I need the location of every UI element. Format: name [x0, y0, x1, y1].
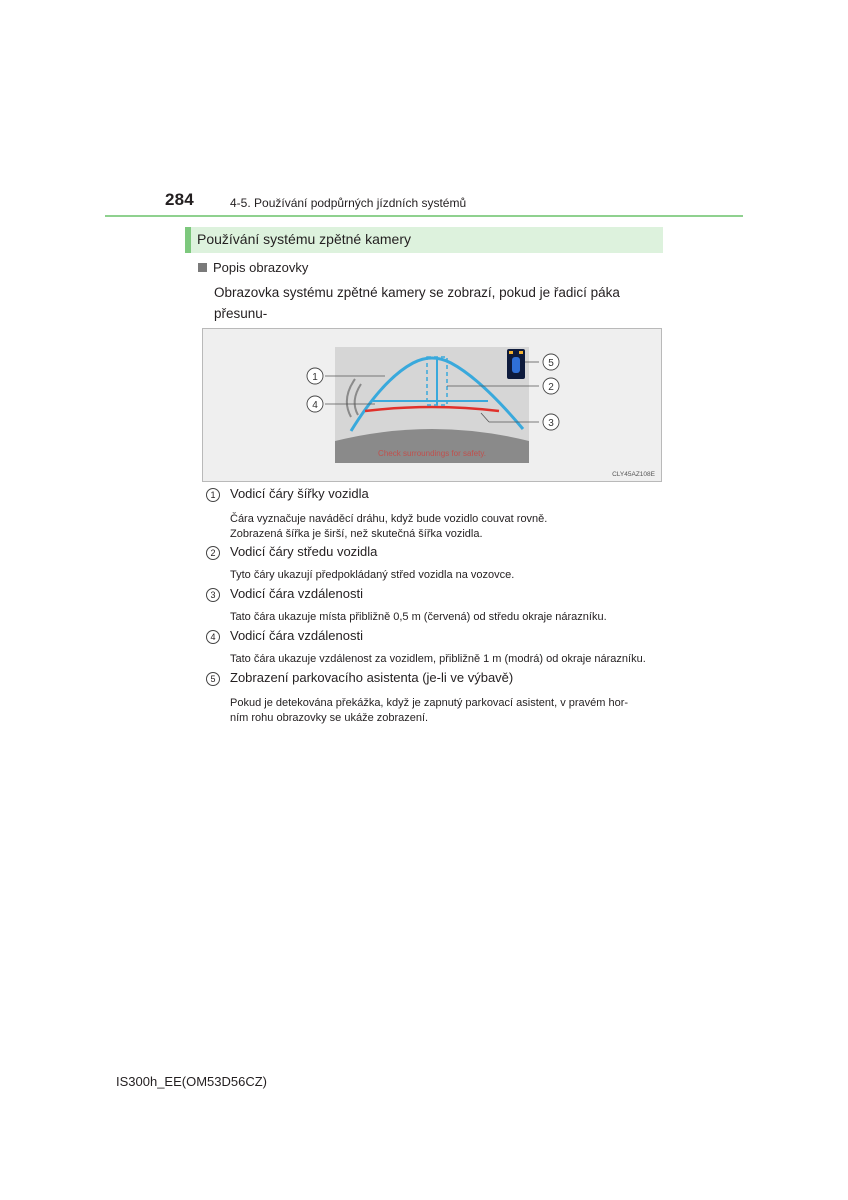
item-label: Vodicí čáry šířky vozidla	[230, 486, 369, 501]
screen-message: Check surroundings for safety.	[378, 449, 486, 458]
section-title: Používání systému zpětné kamery	[197, 231, 411, 247]
parking-assist-sensor-left	[509, 351, 513, 354]
subsection-title: Popis obrazovky	[213, 260, 309, 275]
item-label: Zobrazení parkovacího asistenta (je-li ve výbavě)	[230, 670, 514, 685]
item-label: Vodicí čára vzdálenosti	[230, 628, 363, 643]
item-description-line: Zobrazená šířka je širší, než skutečná šířka vozidla.	[230, 528, 483, 540]
parking-assist-sensor-right	[519, 351, 523, 354]
chapter-header: 4-5. Používání podpůrných jízdních systémů	[230, 196, 467, 210]
callout-1-label: 1	[312, 372, 318, 383]
item-description-line: Tato čára ukazuje místa přibližně 0,5 m (červená) od středu okraje nárazníku.	[230, 611, 607, 623]
item-description	[230, 652, 662, 667]
item-number-icon: 3	[206, 588, 220, 602]
item-number-icon: 4	[206, 630, 220, 644]
callout-4-label: 4	[312, 400, 318, 411]
footer-model-code: IS300h_EE(OM53D56CZ)	[116, 1074, 268, 1089]
item-label: Vodicí čáry středu vozidla	[230, 544, 378, 559]
section-accent-bar	[185, 227, 191, 253]
item-label: Vodicí čára vzdálenosti	[230, 586, 363, 601]
item-description-line: Čára vyznačuje naváděcí dráhu, když bude vozidlo couvat rovně.	[230, 513, 548, 525]
camera-screen-illustration	[203, 329, 663, 483]
parking-assist-car-icon	[512, 357, 520, 373]
intro-line-1: Obrazovka systému zpětné kamery se zobrazí, pokud je řadicí páka přesunu-	[214, 285, 620, 321]
item-number-icon: 1	[206, 488, 220, 502]
callout-4-icon	[307, 396, 323, 412]
callout-1-icon	[307, 368, 323, 384]
square-bullet-icon	[198, 263, 207, 272]
page-number: 284	[165, 190, 194, 209]
item-description-line: ním rohu obrazovky se ukáže zobrazení.	[230, 712, 429, 724]
item-description	[230, 568, 662, 583]
item-description	[230, 512, 662, 542]
subsection-heading	[198, 260, 308, 275]
item-description-line: Tyto čáry ukazují předpokládaný střed vozidla na vozovce.	[230, 569, 515, 581]
header-rule	[105, 215, 743, 217]
item-number-icon: 5	[206, 672, 220, 686]
item-description	[230, 610, 662, 625]
section-banner	[185, 227, 663, 253]
item-description	[230, 696, 662, 726]
callout-5-label: 5	[548, 358, 554, 369]
camera-screen-figure	[202, 328, 662, 482]
figure-code: CLY45AZ108E	[612, 471, 655, 478]
callout-2-icon	[543, 378, 559, 394]
callout-3-icon	[543, 414, 559, 430]
item-number-icon: 2	[206, 546, 220, 560]
callout-2-label: 2	[548, 382, 554, 393]
item-description-line: Tato čára ukazuje vzdálenost za vozidlem, přibližně 1 m (modrá) od okraje nárazníku.	[230, 653, 646, 665]
callout-5-icon	[543, 354, 559, 370]
callout-3-label: 3	[548, 418, 554, 429]
item-description-line: Pokud je detekována překážka, když je zapnutý parkovací asistent, v pravém hor-	[230, 697, 629, 709]
